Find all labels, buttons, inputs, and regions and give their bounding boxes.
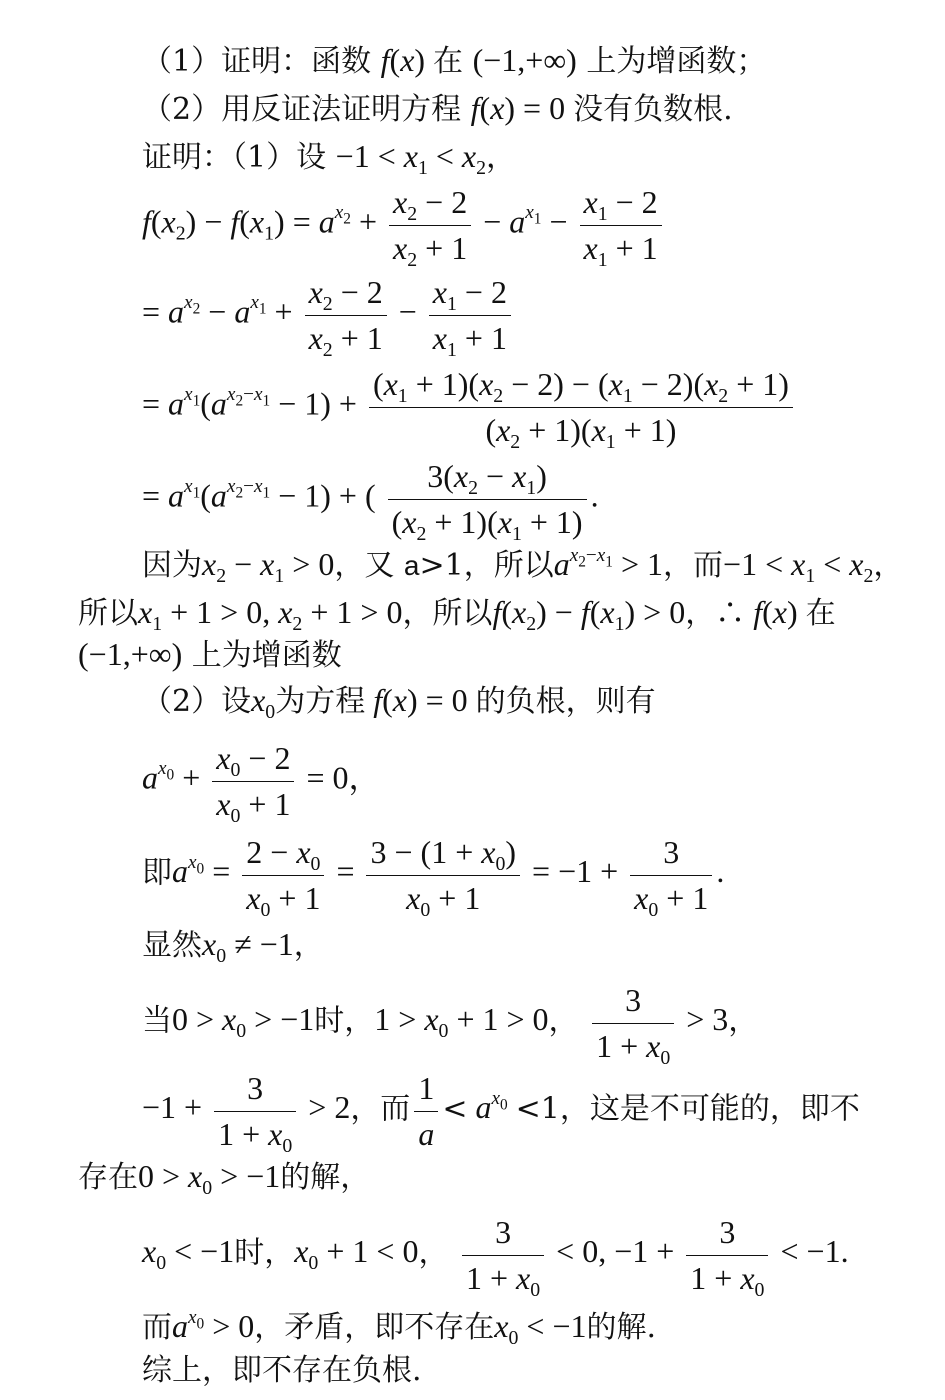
- text: 而: [142, 1310, 172, 1345]
- text: ，这是不可能的，即不: [559, 1091, 860, 1127]
- text: 没有负数根.: [573, 92, 733, 127]
- text: ，而: [350, 1091, 411, 1127]
- text: ，所以: [463, 548, 554, 583]
- obviously-line: 显然$x_0 \ne -1$，: [142, 926, 324, 967]
- text: ，而: [663, 548, 724, 583]
- text: （2）用反证法证明方程: [142, 92, 462, 127]
- case-1-conclusion: 存在$0 > x_0 > -1$的解，: [78, 1158, 371, 1199]
- part2-setup: （2）设$x_0$为方程 f(x) = 0 的负根，则有: [142, 682, 656, 723]
- reasoning-line-2: 所以$x_1 + 1 > 0$, $x_2 + 1 > 0$，所以$f(x_2) - f(x_1) > 0$，∴ f(x) 在: [78, 594, 836, 635]
- text: 上为增函数: [191, 638, 342, 673]
- reasoning-line-3: (−1,+∞) 上为增函数: [78, 636, 342, 673]
- text: 在: [805, 596, 836, 631]
- text: 时，: [234, 1235, 295, 1271]
- text: 的负根，则有: [475, 684, 656, 719]
- text: （2）设: [142, 684, 252, 719]
- text: 即: [142, 855, 172, 891]
- text: 为方程: [275, 684, 366, 719]
- equation-diff-1: $f(x_2) - f(x_1) = a^{x_2}$ + $\frac{x_2 - 2}{x_2 + 1}$ − $a^{x_1}$ − $\frac{x_1 - 2}{x_1 + 1}$: [142, 182, 666, 268]
- reasoning-line-1: 因为$x_2 - x_1 > 0$，又 a>1，所以$a^{x_2-x_1} > 1$，而$-1 < x_1 < x_2$，: [142, 544, 904, 587]
- text: 显然: [142, 928, 202, 963]
- text: 的解，: [280, 1160, 371, 1195]
- problem-part-2: （2）用反证法证明方程 f(x) = 0 没有负数根.: [142, 90, 733, 127]
- text: 综上，即不存在负根.: [142, 1353, 422, 1388]
- equation-diff-2: = $a^{x_2} - a^{x_1}$ + $\frac{x_2 - 2}{x_2 + 1}$ − $\frac{x_1 - 2}{x_1 + 1}$: [142, 272, 515, 358]
- final-conclusion: [142, 1353, 422, 1388]
- case-2-conclusion: 而$a^{x_0} > 0$，矛盾，即不存在$x_0 < -1$的解.: [142, 1306, 657, 1349]
- text: 当: [142, 1003, 172, 1039]
- text: 所以: [78, 596, 138, 631]
- text: 的解.: [586, 1310, 657, 1345]
- text: ，所以: [402, 596, 493, 631]
- text: ，又: [334, 548, 395, 583]
- proof-setup: 证明：（1）设 $-1 < x_1 < x_2$，: [142, 138, 517, 179]
- text: 存在: [78, 1160, 138, 1195]
- case-1-contradiction: −1 + $\frac{3}{1 + x_0}$ > 2，而 $\frac{1}{a}$ < $a^{x_0} <1$，这是不可能的，即不: [142, 1070, 860, 1157]
- text: ，矛盾，即不存在: [254, 1310, 495, 1345]
- equation-transform: 即$a^{x_0}$ = $\frac{2 - x_0}{x_0 + 1}$ = $\frac{3 - (1 + x_0)}{x_0 + 1}$ = −1 + $\frac{3}{x_0 + 1}$ .: [142, 834, 725, 921]
- equation-diff-3: = $a^{x_1}(a^{x_2-x_1} - 1)$ + $\frac{(x_1 + 1)(x_2 - 2) - (x_1 - 2)(x_2 + 1)}{(x_2 + 1)(x_1 + 1)}$: [142, 364, 797, 450]
- text: （1）证明：函数: [142, 44, 372, 79]
- case-1-line: 当$0 > x_0 > -1$时，$1 > x_0 + 1 > 0$， $\frac{3}{1 + x_0}$ > 3，: [142, 982, 759, 1069]
- text: 因为: [142, 548, 202, 583]
- case-2-line: $x_0 < -1$时，$x_0 + 1 < 0$， $\frac{3}{1 + x_0}$ < 0, −1 + $\frac{3}{1 + x_0}$ < −1.: [142, 1214, 849, 1301]
- equation-diff-4: = $a^{x_1}(a^{x_2-x_1} - 1)$ + ( $\frac{3(x_2 - x_1)}{(x_2 + 1)(x_1 + 1)}$ .: [142, 458, 599, 545]
- text: 上为增函数；: [586, 44, 767, 79]
- equation-root: $a^{x_0}$ + $\frac{x_0 - 2}{x_0 + 1}$ = 0，: [142, 740, 381, 827]
- text: 时，: [314, 1003, 375, 1039]
- text: ，∴: [685, 596, 746, 631]
- text: 在: [433, 44, 464, 79]
- problem-part-1: （1）证明：函数 f(x) 在 (−1,+∞) 上为增函数；: [142, 42, 767, 79]
- text: 证明：（1）设: [142, 140, 327, 175]
